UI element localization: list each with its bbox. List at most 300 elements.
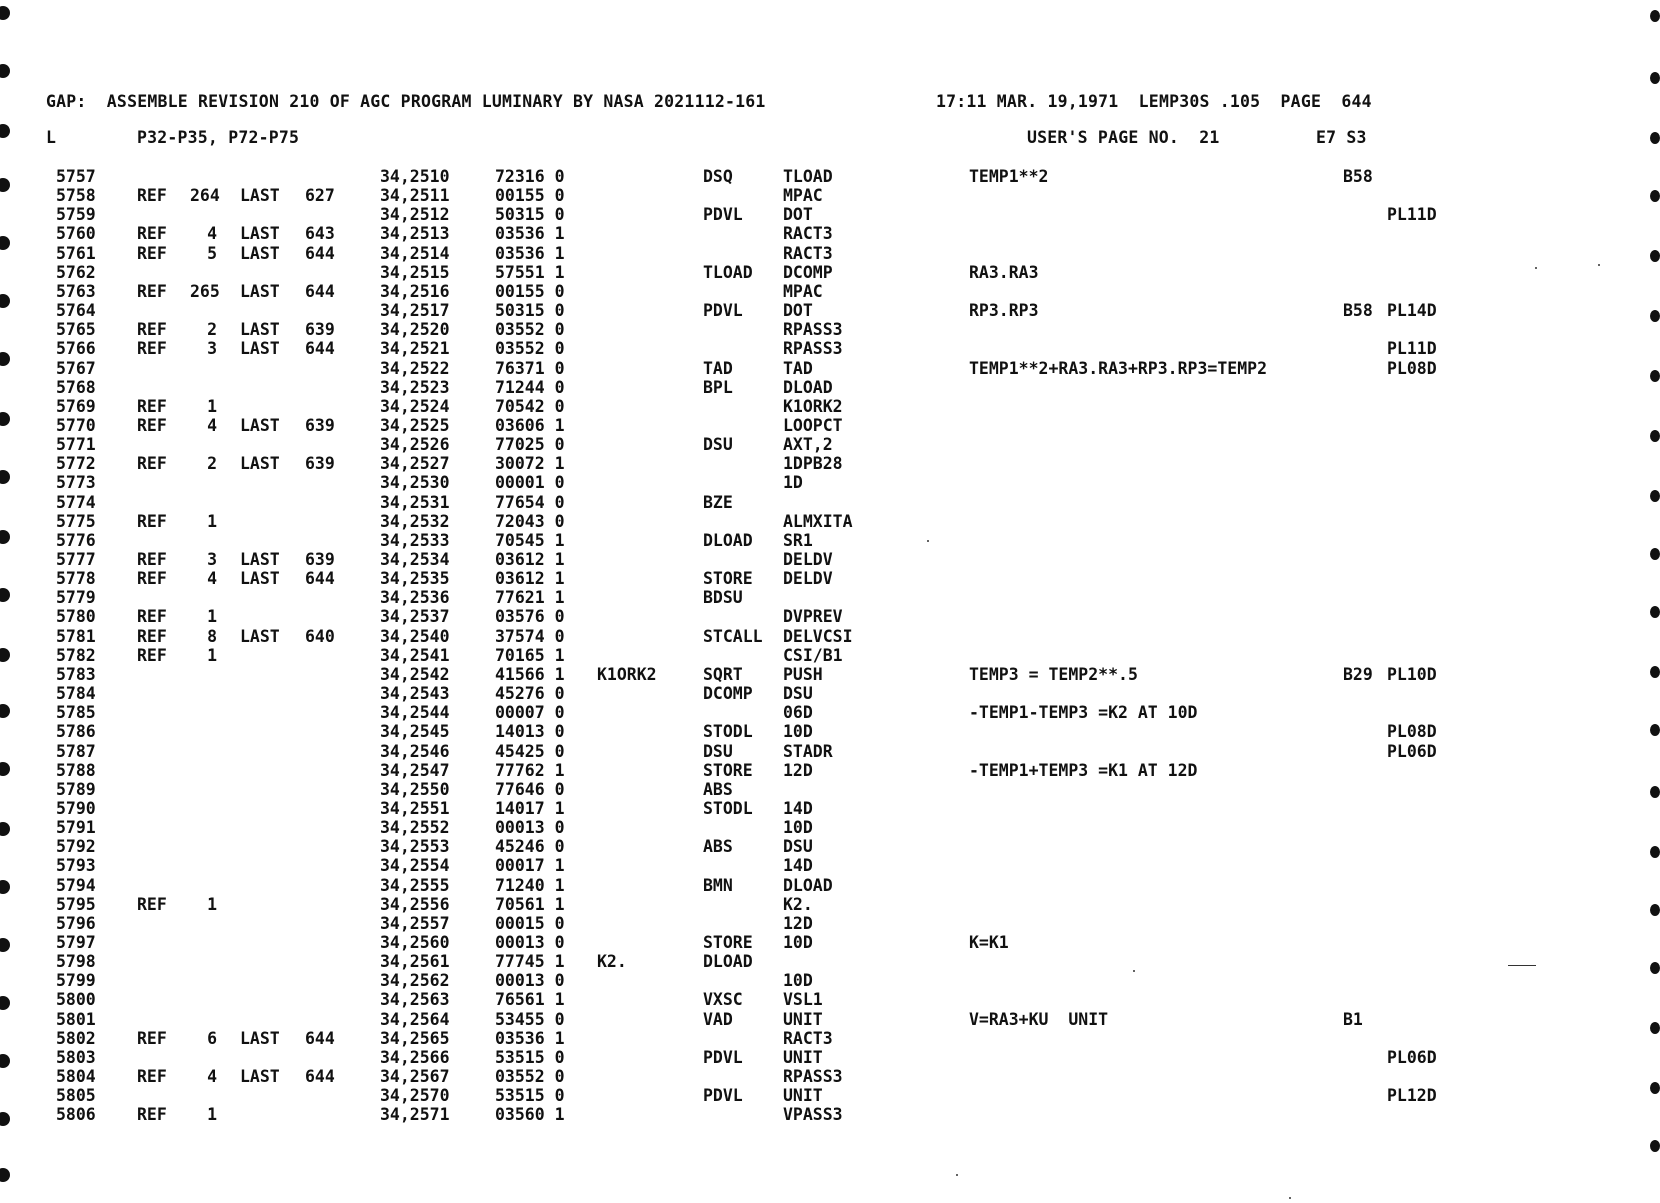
- address: 34,2545: [380, 722, 450, 742]
- address: 34,2540: [380, 626, 450, 646]
- address: 34,2565: [380, 1028, 450, 1048]
- octal-code: 00001 0: [495, 473, 565, 493]
- line-number: 5803: [56, 1047, 96, 1067]
- opcode: TLOAD: [703, 262, 753, 282]
- octal-code: 77762 1: [495, 760, 565, 780]
- address: 34,2571: [380, 1105, 450, 1125]
- ref-count: 1: [207, 396, 217, 416]
- opcode: PDVL: [703, 1086, 743, 1106]
- address: 34,2532: [380, 511, 450, 531]
- octal-code: 03536 1: [495, 1028, 565, 1048]
- address: 34,2551: [380, 798, 450, 818]
- line-number: 5770: [56, 415, 96, 435]
- ref-keyword: REF: [137, 224, 167, 244]
- address: 34,2570: [380, 1086, 450, 1106]
- address: 34,2550: [380, 779, 450, 799]
- line-number: 5801: [56, 1009, 96, 1029]
- octal-code: 77621 1: [495, 588, 565, 608]
- opcode: BPL: [703, 377, 733, 397]
- operand: VPASS3: [783, 1105, 843, 1125]
- line-number: 5769: [56, 396, 96, 416]
- table-row: [0, 588, 1660, 607]
- operand: RACT3: [783, 243, 833, 263]
- octal-code: 72316 0: [495, 167, 565, 186]
- octal-code: 00017 1: [495, 856, 565, 876]
- tractor-hole: [0, 64, 10, 78]
- operand: 14D: [783, 798, 813, 818]
- last-keyword: LAST: [240, 550, 280, 569]
- table-row: [0, 205, 1660, 224]
- operand: TAD: [783, 358, 813, 378]
- ref-keyword: REF: [137, 1067, 167, 1087]
- octal-code: 00155 0: [495, 186, 565, 206]
- address: 34,2544: [380, 703, 450, 723]
- opcode: STODL: [703, 798, 753, 818]
- comment: K=K1: [969, 933, 1009, 952]
- last-page: 639: [305, 320, 335, 340]
- line-number: 5781: [56, 626, 96, 646]
- table-row: [0, 512, 1660, 531]
- last-keyword: LAST: [240, 281, 280, 301]
- line-number: 5767: [56, 358, 96, 378]
- ref-count: 3: [207, 339, 217, 359]
- address: 34,2543: [380, 684, 450, 704]
- comment: -TEMP1+TEMP3 =K1 AT 12D: [969, 760, 1198, 780]
- operand: 12D: [783, 913, 813, 933]
- address: 34,2552: [380, 818, 450, 838]
- ref-count: 4: [207, 1067, 217, 1087]
- pushlist-note: PL11D: [1387, 205, 1437, 225]
- octal-code: 30072 1: [495, 454, 565, 474]
- line-number: 5792: [56, 837, 96, 857]
- ref-count: 2: [207, 454, 217, 474]
- operand: STADR: [783, 741, 833, 761]
- last-keyword: LAST: [240, 1028, 280, 1048]
- table-row: [0, 742, 1660, 761]
- ref-count: 5: [207, 243, 217, 263]
- table-row: [0, 359, 1660, 378]
- last-page: 644: [305, 281, 335, 301]
- opcode: BDSU: [703, 588, 743, 608]
- table-row: [0, 397, 1660, 416]
- opcode: DCOMP: [703, 684, 753, 704]
- scan-speck: [956, 1174, 958, 1176]
- operand: AXT,2: [783, 435, 833, 455]
- operand: 06D: [783, 703, 813, 723]
- ref-keyword: REF: [137, 645, 167, 665]
- octal-code: 03536 1: [495, 224, 565, 244]
- table-row: [0, 1086, 1660, 1105]
- address: 34,2535: [380, 569, 450, 589]
- octal-code: 70542 0: [495, 396, 565, 416]
- octal-code: 03536 1: [495, 243, 565, 263]
- address: 34,2517: [380, 301, 450, 321]
- label: K2.: [597, 952, 627, 972]
- last-page: 627: [305, 186, 335, 206]
- address: 34,2510: [380, 167, 450, 186]
- address: 34,2516: [380, 281, 450, 301]
- line-number: 5757: [56, 167, 96, 186]
- address: 34,2537: [380, 607, 450, 627]
- table-row: [0, 416, 1660, 435]
- address: 34,2560: [380, 933, 450, 952]
- operand: DSU: [783, 684, 813, 704]
- comment: -TEMP1-TEMP3 =K2 AT 10D: [969, 703, 1198, 723]
- operand: DELDV: [783, 569, 833, 589]
- operand: ALMXITA: [783, 511, 853, 531]
- last-page: 644: [305, 1067, 335, 1087]
- ref-keyword: REF: [137, 626, 167, 646]
- operand: DELDV: [783, 550, 833, 569]
- operand: VSL1: [783, 990, 823, 1010]
- address: 34,2523: [380, 377, 450, 397]
- last-keyword: LAST: [240, 186, 280, 206]
- line-number: 5779: [56, 588, 96, 608]
- right-note: B58: [1343, 301, 1373, 321]
- last-page: 639: [305, 550, 335, 569]
- address: 34,2546: [380, 741, 450, 761]
- last-keyword: LAST: [240, 626, 280, 646]
- address: 34,2564: [380, 1009, 450, 1029]
- last-page: 639: [305, 454, 335, 474]
- table-row: [0, 282, 1660, 301]
- octal-code: 76561 1: [495, 990, 565, 1010]
- line-number: 5782: [56, 645, 96, 665]
- opcode: PDVL: [703, 1047, 743, 1067]
- ref-count: 265: [190, 281, 220, 301]
- opcode: TAD: [703, 358, 733, 378]
- right-note: B58: [1343, 167, 1373, 186]
- table-row: [0, 722, 1660, 741]
- table-row: [0, 837, 1660, 856]
- address: 34,2554: [380, 856, 450, 876]
- table-row: [0, 990, 1660, 1009]
- tractor-hole: [1650, 72, 1660, 84]
- ref-count: 2: [207, 320, 217, 340]
- address: 34,2555: [380, 875, 450, 895]
- octal-code: 77654 0: [495, 492, 565, 512]
- line-number: 5766: [56, 339, 96, 359]
- line-number: 5805: [56, 1086, 96, 1106]
- ref-keyword: REF: [137, 454, 167, 474]
- line-number: 5777: [56, 550, 96, 569]
- last-keyword: LAST: [240, 339, 280, 359]
- operand: RPASS3: [783, 1067, 843, 1087]
- octal-code: 00007 0: [495, 703, 565, 723]
- address: 34,2536: [380, 588, 450, 608]
- operand: DLOAD: [783, 875, 833, 895]
- table-row: [0, 550, 1660, 569]
- tractor-hole: [0, 6, 10, 20]
- operand: 10D: [783, 722, 813, 742]
- table-row: [0, 454, 1660, 473]
- operand: 1D: [783, 473, 803, 493]
- address: 34,2514: [380, 243, 450, 263]
- table-row: [0, 244, 1660, 263]
- last-page: 644: [305, 1028, 335, 1048]
- ref-keyword: REF: [137, 1028, 167, 1048]
- octal-code: 57551 1: [495, 262, 565, 282]
- line-number: 5764: [56, 301, 96, 321]
- header-timestamp-page: 17:11 MAR. 19,1971 LEMP30S .105 PAGE 644: [936, 92, 1372, 111]
- last-keyword: LAST: [240, 415, 280, 435]
- table-row: [0, 761, 1660, 780]
- table-row: [0, 933, 1660, 952]
- octal-code: 53515 0: [495, 1047, 565, 1067]
- table-row: [0, 799, 1660, 818]
- ref-count: 264: [190, 186, 220, 206]
- ref-count: 6: [207, 1028, 217, 1048]
- operand: DOT: [783, 205, 813, 225]
- address: 34,2530: [380, 473, 450, 493]
- pushlist-note: PL06D: [1387, 1047, 1437, 1067]
- line-number: 5758: [56, 186, 96, 206]
- scan-speck: [1535, 267, 1537, 269]
- octal-code: 14013 0: [495, 722, 565, 742]
- address: 34,2556: [380, 894, 450, 914]
- octal-code: 70545 1: [495, 530, 565, 550]
- address: 34,2557: [380, 913, 450, 933]
- opcode: BZE: [703, 492, 733, 512]
- address: 34,2561: [380, 952, 450, 972]
- line-number: 5765: [56, 320, 96, 340]
- octal-code: 00013 0: [495, 818, 565, 838]
- table-row: [0, 1010, 1660, 1029]
- line-number: 5763: [56, 281, 96, 301]
- last-page: 644: [305, 339, 335, 359]
- table-row: [0, 971, 1660, 990]
- address: 34,2541: [380, 645, 450, 665]
- opcode: STCALL: [703, 626, 763, 646]
- ref-count: 3: [207, 550, 217, 569]
- opcode: DLOAD: [703, 530, 753, 550]
- operand: DSU: [783, 837, 813, 857]
- address: 34,2512: [380, 205, 450, 225]
- table-row: [0, 473, 1660, 492]
- ref-count: 4: [207, 224, 217, 244]
- operand: 10D: [783, 933, 813, 952]
- octal-code: 03552 0: [495, 339, 565, 359]
- pushlist-note: PL11D: [1387, 339, 1437, 359]
- last-page: 639: [305, 415, 335, 435]
- operand: 10D: [783, 971, 813, 991]
- pushlist-note: PL08D: [1387, 722, 1437, 742]
- comment: TEMP1**2: [969, 167, 1049, 186]
- line-number: 5793: [56, 856, 96, 876]
- operand: 12D: [783, 760, 813, 780]
- pushlist-note: PL12D: [1387, 1086, 1437, 1106]
- tractor-hole: [1650, 1140, 1660, 1152]
- opcode: BMN: [703, 875, 733, 895]
- scan-speck: [1598, 264, 1600, 266]
- address: 34,2563: [380, 990, 450, 1010]
- last-keyword: LAST: [240, 569, 280, 589]
- address: 34,2515: [380, 262, 450, 282]
- operand: SR1: [783, 530, 813, 550]
- octal-code: 14017 1: [495, 798, 565, 818]
- pushlist-note: PL08D: [1387, 358, 1437, 378]
- table-row: [0, 627, 1660, 646]
- ref-keyword: REF: [137, 339, 167, 359]
- line-number: 5806: [56, 1105, 96, 1125]
- operand: LOOPCT: [783, 415, 843, 435]
- scan-speck: [1508, 965, 1536, 966]
- ref-keyword: REF: [137, 186, 167, 206]
- line-number: 5776: [56, 530, 96, 550]
- line-number: 5759: [56, 205, 96, 225]
- operand: MPAC: [783, 186, 823, 206]
- operand: TLOAD: [783, 167, 833, 186]
- octal-code: 45425 0: [495, 741, 565, 761]
- table-row: [0, 895, 1660, 914]
- table-row: [0, 531, 1660, 550]
- opcode: DLOAD: [703, 952, 753, 972]
- operand: DVPREV: [783, 607, 843, 627]
- octal-code: 03606 1: [495, 415, 565, 435]
- opcode: SQRT: [703, 664, 743, 684]
- address: 34,2566: [380, 1047, 450, 1067]
- table-row: [0, 339, 1660, 358]
- table-row: [0, 876, 1660, 895]
- operand: DOT: [783, 301, 813, 321]
- opcode: PDVL: [703, 205, 743, 225]
- opcode: VAD: [703, 1009, 733, 1029]
- table-row: [0, 378, 1660, 397]
- table-row: [0, 224, 1660, 243]
- last-page: 644: [305, 569, 335, 589]
- octal-code: 71240 1: [495, 875, 565, 895]
- line-number: 5768: [56, 377, 96, 397]
- line-number: 5774: [56, 492, 96, 512]
- octal-code: 03612 1: [495, 550, 565, 569]
- last-page: 644: [305, 243, 335, 263]
- table-row: [0, 186, 1660, 205]
- operand: RACT3: [783, 1028, 833, 1048]
- operand: DCOMP: [783, 262, 833, 282]
- operand: 1DPB28: [783, 454, 843, 474]
- pushlist-note: PL06D: [1387, 741, 1437, 761]
- line-number: 5771: [56, 435, 96, 455]
- comment: RA3.RA3: [969, 262, 1039, 282]
- line-number: 5761: [56, 243, 96, 263]
- ref-keyword: REF: [137, 550, 167, 569]
- line-number: 5760: [56, 224, 96, 244]
- address: 34,2511: [380, 186, 450, 206]
- ref-keyword: REF: [137, 281, 167, 301]
- table-row: [0, 646, 1660, 665]
- octal-code: 77646 0: [495, 779, 565, 799]
- ref-count: 1: [207, 645, 217, 665]
- address: 34,2531: [380, 492, 450, 512]
- table-row: [0, 301, 1660, 320]
- address: 34,2520: [380, 320, 450, 340]
- line-number: 5791: [56, 818, 96, 838]
- tractor-hole: [0, 124, 10, 138]
- label: K1ORK2: [597, 664, 657, 684]
- ref-count: 4: [207, 415, 217, 435]
- octal-code: 45276 0: [495, 684, 565, 704]
- line-number: 5800: [56, 990, 96, 1010]
- scan-speck: [1289, 1197, 1291, 1199]
- line-number: 5789: [56, 779, 96, 799]
- table-row: [0, 167, 1660, 186]
- address: 34,2562: [380, 971, 450, 991]
- octal-code: 50315 0: [495, 301, 565, 321]
- header-mark: L: [46, 128, 57, 147]
- octal-code: 76371 0: [495, 358, 565, 378]
- users-page-number: USER'S PAGE NO. 21: [1027, 128, 1220, 147]
- address: 34,2525: [380, 415, 450, 435]
- octal-code: 77745 1: [495, 952, 565, 972]
- address: 34,2553: [380, 837, 450, 857]
- opcode: PDVL: [703, 301, 743, 321]
- table-row: [0, 952, 1660, 971]
- ref-keyword: REF: [137, 243, 167, 263]
- table-row: [0, 684, 1660, 703]
- octal-code: 70165 1: [495, 645, 565, 665]
- operand: K2.: [783, 894, 813, 914]
- line-number: 5786: [56, 722, 96, 742]
- ref-count: 4: [207, 569, 217, 589]
- octal-code: 41566 1: [495, 664, 565, 684]
- octal-code: 00015 0: [495, 913, 565, 933]
- line-number: 5802: [56, 1028, 96, 1048]
- opcode: VXSC: [703, 990, 743, 1010]
- comment: RP3.RP3: [969, 301, 1039, 321]
- address: 34,2527: [380, 454, 450, 474]
- table-row: [0, 569, 1660, 588]
- line-number: 5778: [56, 569, 96, 589]
- octal-code: 50315 0: [495, 205, 565, 225]
- address: 34,2542: [380, 664, 450, 684]
- address: 34,2534: [380, 550, 450, 569]
- line-number: 5775: [56, 511, 96, 531]
- octal-code: 03552 0: [495, 320, 565, 340]
- address: 34,2524: [380, 396, 450, 416]
- operand: UNIT: [783, 1047, 823, 1067]
- ref-count: 1: [207, 894, 217, 914]
- address: 34,2547: [380, 760, 450, 780]
- octal-code: 03576 0: [495, 607, 565, 627]
- opcode: ABS: [703, 779, 733, 799]
- ref-keyword: REF: [137, 396, 167, 416]
- octal-code: 03552 0: [495, 1067, 565, 1087]
- line-number: 5799: [56, 971, 96, 991]
- ref-keyword: REF: [137, 894, 167, 914]
- line-number: 5796: [56, 913, 96, 933]
- last-keyword: LAST: [240, 1067, 280, 1087]
- table-row: [0, 818, 1660, 837]
- table-row: [0, 1067, 1660, 1086]
- line-number: 5762: [56, 262, 96, 282]
- opcode: STORE: [703, 760, 753, 780]
- ref-keyword: REF: [137, 320, 167, 340]
- table-row: [0, 1048, 1660, 1067]
- comment: TEMP1**2+RA3.RA3+RP3.RP3=TEMP2: [969, 358, 1268, 378]
- octal-code: 71244 0: [495, 377, 565, 397]
- comment: TEMP3 = TEMP2**.5: [969, 664, 1138, 684]
- table-row: [0, 1029, 1660, 1048]
- table-row: [0, 435, 1660, 454]
- address: 34,2521: [380, 339, 450, 359]
- octal-code: 37574 0: [495, 626, 565, 646]
- table-row: [0, 607, 1660, 626]
- opcode: ABS: [703, 837, 733, 857]
- last-keyword: LAST: [240, 243, 280, 263]
- operand: CSI/B1: [783, 645, 843, 665]
- line-number: 5780: [56, 607, 96, 627]
- line-number: 5804: [56, 1067, 96, 1087]
